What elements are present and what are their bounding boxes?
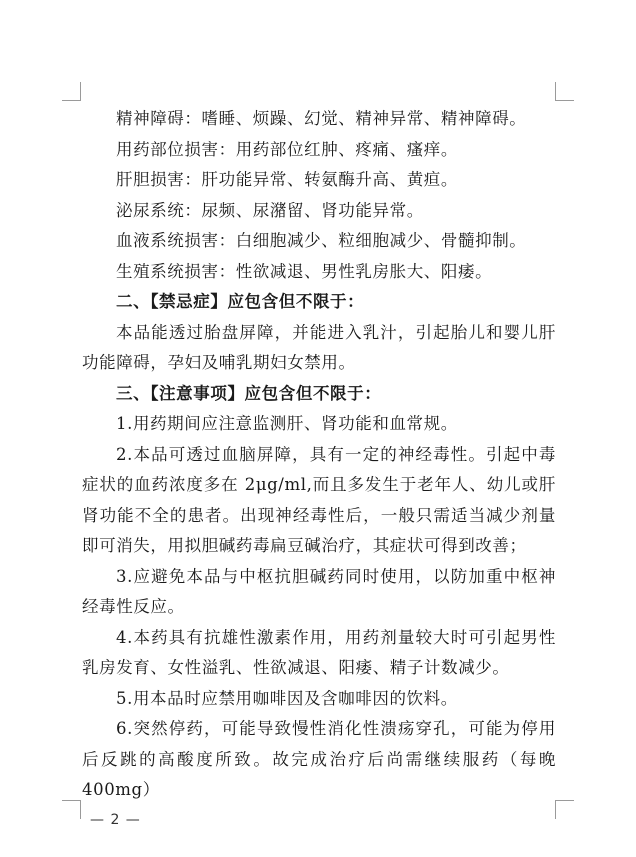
precaution-item-6: 6.突然停药，可能导致慢性消化性溃疡穿孔，可能为停用后反跳的高酸度所致。故完成治疗后尚需继续服药（每晚 400mg） [82, 719, 556, 799]
adverse-reaction-liver: 肝胆损害：肝功能异常、转氨酶升高、黄疸。 [116, 170, 458, 189]
contraindications-paragraph: 本品能透过胎盘屏障，并能进入乳汁，引起胎儿和婴儿肝功能障碍，孕妇及哺乳期妇女禁用。 [82, 322, 556, 372]
adverse-reaction-urinary: 泌尿系统：尿频、尿潴留、肾功能异常。 [116, 200, 424, 220]
adverse-reaction-site: 用药部位损害：用药部位红肿、疼痛、瘙痒。 [116, 139, 458, 159]
crop-mark-top-left [62, 82, 81, 101]
adverse-reaction-reproductive: 生殖系统损害：性欲减退、男性乳房胀大、阳痿。 [116, 261, 493, 281]
adverse-reaction-mental: 精神障碍：嗜睡、烦躁、幻觉、精神异常、精神障碍。 [116, 109, 527, 128]
precaution-item-2: 2.本品可透过血脑屏障，具有一定的神经毒性。引起中毒症状的血药浓度多在 2μg/ml,而且多发生于老年人、幼儿或肝肾功能不全的患者。出现神经毒性后，一般只需适当减少剂量即可消失，用拟胆碱药毒扁豆碱治疗，其症状可得到改善； [82, 444, 556, 555]
precaution-item-5: 5.用本品时应禁用咖啡因及含咖啡因的饮料。 [116, 688, 458, 708]
crop-mark-bottom-left [62, 800, 81, 819]
precaution-item-4: 4.本药具有抗雄性激素作用，用药剂量较大时可引起男性乳房发育、女性溢乳、性欲减退、阳痿、精子计数减少。 [82, 627, 556, 677]
crop-mark-top-right [555, 82, 574, 101]
contraindications-heading: 二、【禁忌症】应包含但不限于： [116, 292, 365, 311]
page-number: — 2 — [90, 812, 141, 828]
crop-mark-bottom-right [555, 800, 574, 819]
precautions-heading: 三、【注意事项】应包含但不限于： [116, 383, 382, 403]
precaution-item-3: 3.应避免本品与中枢抗胆碱药同时使用，以防加重中枢神经毒性反应。 [82, 566, 556, 616]
document-body [82, 104, 556, 806]
adverse-reaction-blood: 血液系统损害：白细胞减少、粒细胞减少、骨髓抑制。 [116, 231, 527, 250]
precaution-item-1: 1.用药期间应注意监测肝、肾功能和血常规。 [116, 414, 458, 433]
